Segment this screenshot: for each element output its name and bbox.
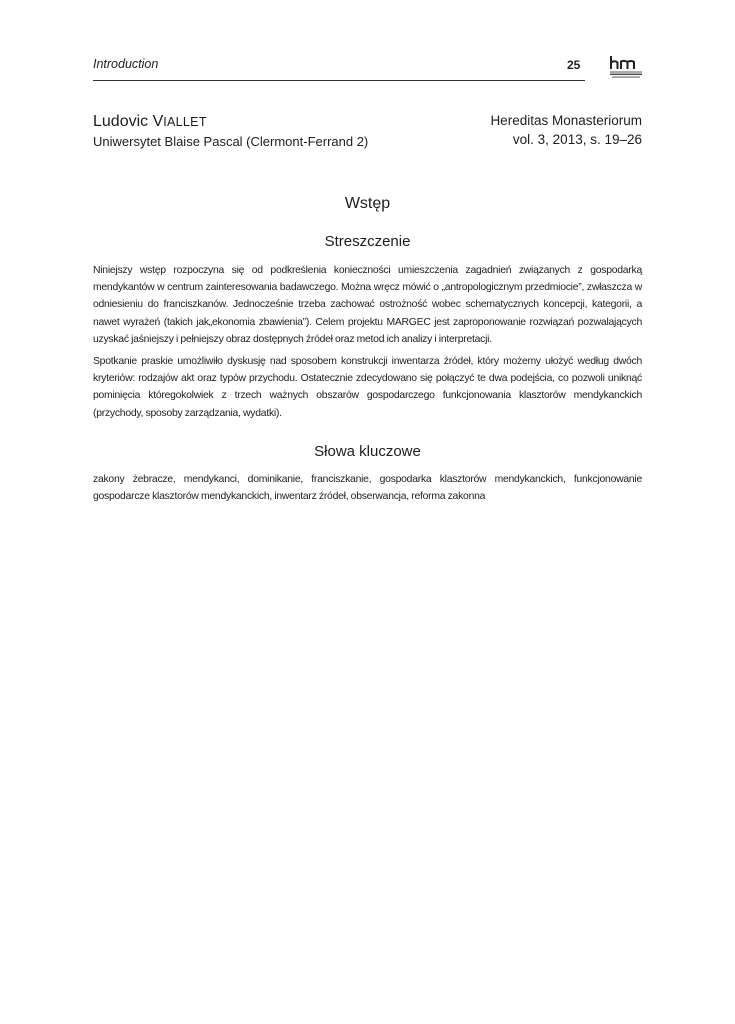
journal-volume: vol. 3, 2013, s. 19–26 [512, 132, 642, 147]
abstract-paragraph [93, 262, 642, 348]
hm-logo-icon [609, 54, 643, 80]
abstract-heading: Streszczenie [324, 233, 411, 250]
abstract-paragraph-1: Niniejszy wstęp rozpoczyna się od podkreślenia konieczności umieszczenia zagadnień związanych z gospodarką mendykantów w centrum zainteresowania badawczego. Można wręcz mówić o „antropologicznym przedmiocie”, zwłaszcza w odniesieniu do franciszkanów. Jednocześnie trzeba zachować ostrożność wobec schematycznych koncepcji, kategorii, a nawet wyrażeń (takich jak„ekonomia zbawienia”). Celem projektu MARGEC jest zaproponowanie rozwiązań pozwalających uzyskać jaśniejszy i pełniejszy obraz dostępnych źródeł oraz metod ich analizy i interpretacji. [93, 265, 642, 345]
journal-name: Hereditas Monasteriorum [490, 113, 642, 128]
journal-block [490, 112, 642, 149]
keywords-list [93, 471, 642, 505]
article-title: Wstęp [344, 195, 391, 212]
keywords-heading: Słowa kluczowe [314, 443, 421, 460]
author-name [93, 112, 368, 132]
abstract-paragraph-2: Spotkanie praskie umożliwiło dyskusję nad sposobem konstrukcji inwentarza źródeł, który możemy ułożyć według dwóch kryteriów: rodzajów akt oraz typów przychodu. Ostatecznie zdecydowano się połączyć te dwa podejścia, co pozwoli uniknąć pominięcia któregokolwiek z trzech ważnych obszarów gospodarczego funkcjonowania klasztorów mendykanckich (przychody, sposoby zarządzania, wydatki). [93, 356, 642, 419]
author-last-name: IALLET [163, 115, 207, 129]
author-affiliation: Uniwersytet Blaise Pascal (Clermont-Ferrand 2) [93, 134, 369, 149]
running-head: Introduction [93, 57, 159, 71]
page-number: 25 [567, 58, 581, 72]
author-block [93, 112, 368, 151]
keywords-text: zakony żebracze, mendykanci, dominikanie, franciszkanie, gospodarka klasztorów mendykanckich, funkcjonowanie gospodarcze klasztorów mendykanckich, inwentarz źródeł, obserwancja, reforma zakonna [93, 474, 642, 503]
abstract-paragraph [93, 353, 642, 422]
author-first-name: Ludovic V [93, 113, 164, 130]
header-divider [93, 80, 585, 81]
